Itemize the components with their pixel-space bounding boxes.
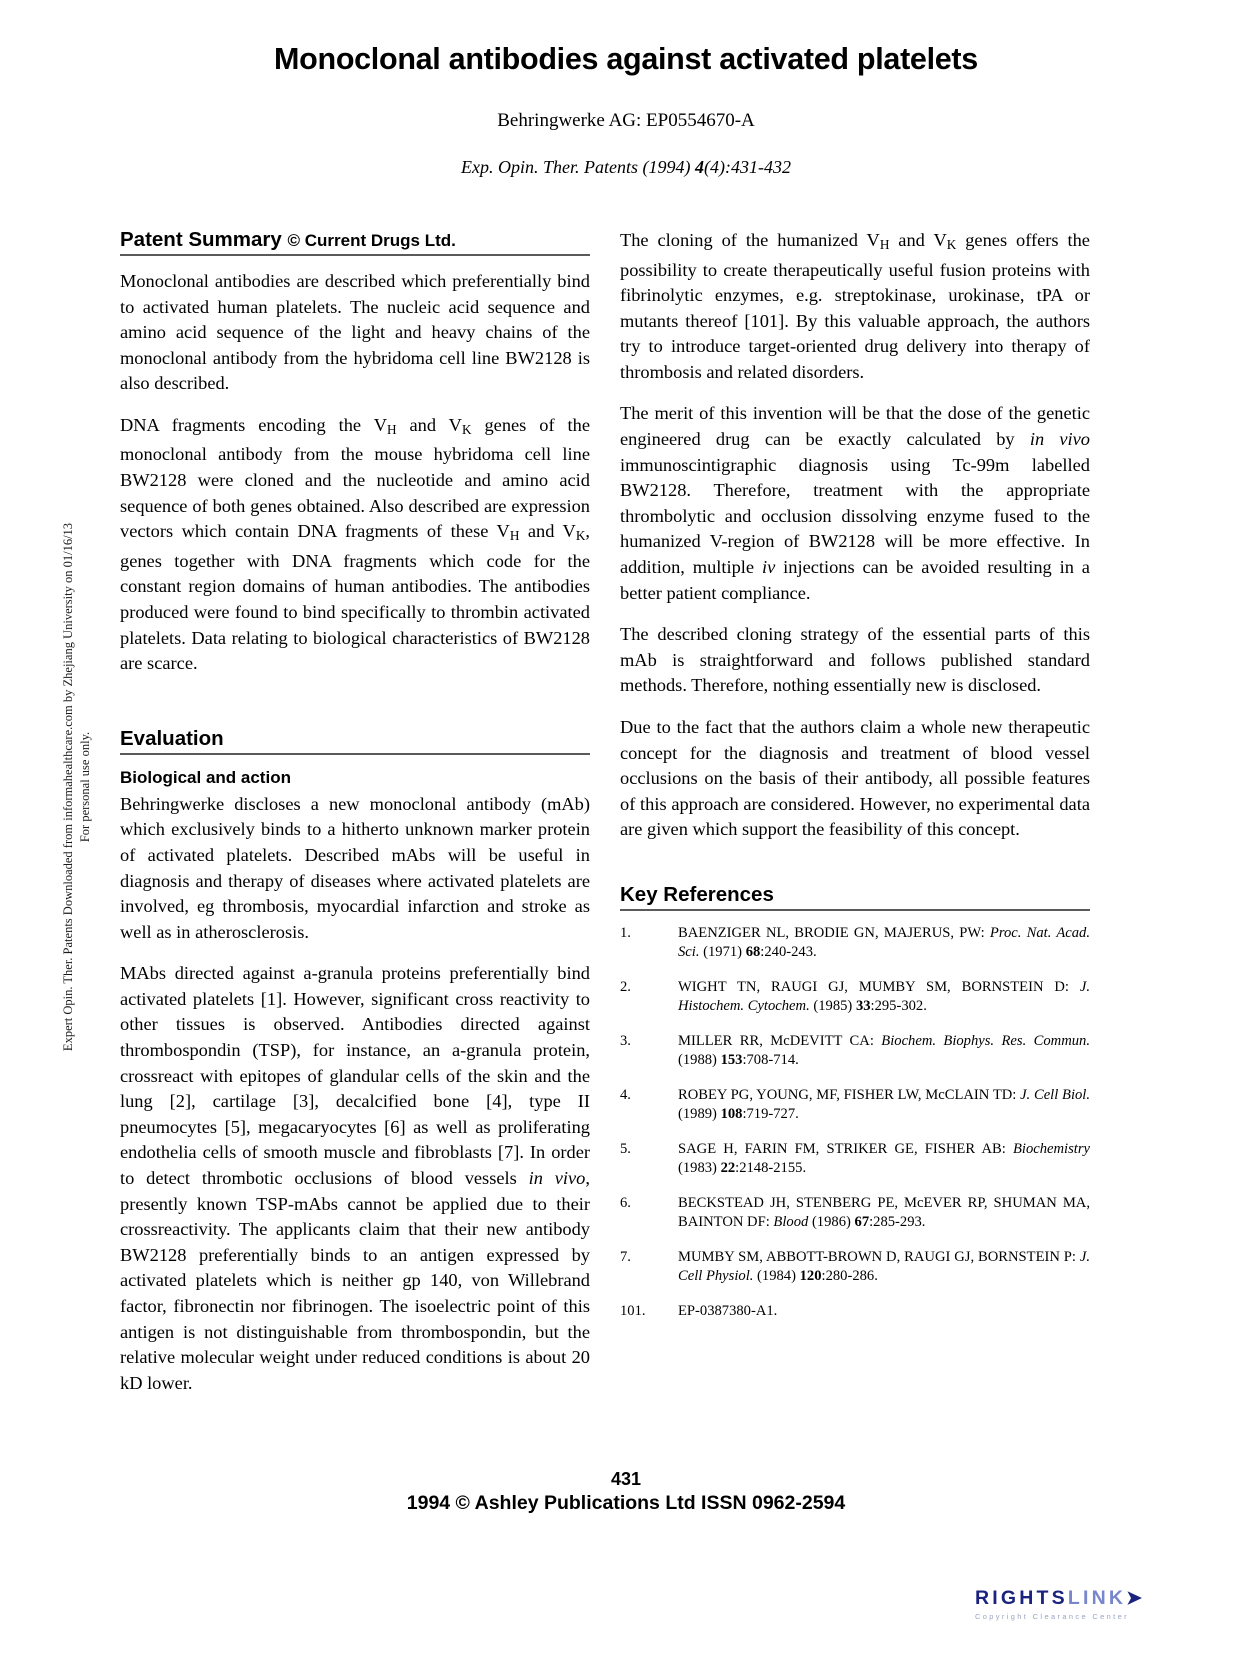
evaluation-paragraph-2 <box>120 961 590 1396</box>
text-run: genes of the monoclonal antibody from the mouse hybridoma cell line BW2128 were cloned and the nucleotide and amino acid sequence of both genes obtained. Also described are expression vectors which contain DNA fragments of these V <box>120 414 591 542</box>
reference-list <box>620 924 1090 1322</box>
subscript-h: H <box>879 236 890 252</box>
reference-journal: J. Cell Biol. <box>1020 1086 1090 1103</box>
section-spacer <box>120 693 590 727</box>
reference-number: 5. <box>620 1140 631 1157</box>
left-column <box>120 228 590 1396</box>
key-references-section <box>620 883 1090 1322</box>
reference-journal: J. Histochem. Cytochem. <box>678 978 1090 1015</box>
reference-item <box>620 1248 1090 1287</box>
reference-volume: 33 <box>855 998 871 1015</box>
right-paragraph-4: Due to the fact that the authors claim a whole new therapeutic concept for the diagnosis and treatment of blood vessel occlusions on the basis of their antibody, all possible features of this approach are considered. However, no experimental data are given which support the feasibility of this concept. <box>620 717 1090 840</box>
reference-authors: BECKSTEAD JH, STENBERG PE, McEVER RP, SHUMAN MA, BAINTON DF: <box>678 1194 1090 1231</box>
reference-volume: 153 <box>720 1052 743 1069</box>
reference-pages: :240-243. <box>760 944 817 961</box>
reference-volume: 120 <box>799 1268 822 1285</box>
text-run: and V <box>889 230 947 250</box>
reference-volume: 68 <box>745 944 761 961</box>
reference-year: (1986) <box>808 1214 855 1231</box>
text-run: DNA fragments encoding the V <box>120 414 387 435</box>
journal-citation <box>0 157 1252 178</box>
rightslink-tagline: Copyright Clearance Center <box>975 1612 1130 1621</box>
citation-prefix: Exp. Opin. Ther. Patents (1994) <box>461 157 695 177</box>
rightslink-text-dark: RIGHTS <box>975 1587 1068 1609</box>
reference-volume: 108 <box>720 1106 743 1123</box>
patent-summary-heading-main: Patent Summary <box>120 228 282 251</box>
right-paragraph-3: The described cloning strategy of the essential parts of this mAb is straightforward and follows published standard methods. Therefore, nothing essentially new is disclosed. <box>620 624 1090 696</box>
reference-authors: MILLER RR, McDEVITT CA: <box>678 1032 882 1049</box>
rightslink-wordmark <box>975 1588 1190 1609</box>
reference-number: 4. <box>620 1086 631 1103</box>
page-number: 431 <box>610 1469 642 1489</box>
evaluation-heading: Evaluation <box>120 726 224 750</box>
reference-pages: :280-286. <box>821 1268 878 1285</box>
reference-volume: 22 <box>720 1160 736 1177</box>
text-run: injections can be avoided resulting in a better patient compliance. <box>620 557 1090 603</box>
reference-authors: MUMBY SM, ABBOTT-BROWN D, RAUGI GJ, BORNSTEIN P: <box>678 1248 1080 1265</box>
italic-in-vivo: in vivo <box>528 1168 586 1189</box>
right-column <box>620 228 1090 1336</box>
reference-number: 6. <box>620 1194 631 1211</box>
reference-number: 7. <box>620 1248 631 1265</box>
right-paragraph-2 <box>620 401 1090 606</box>
reference-journal: Biochem. Biophys. Res. Commun. <box>881 1032 1090 1049</box>
text-run: MAbs directed against a-granula proteins preferentially bind activated platelets [1]. However, significant cross reactivity to other tissues is observed. Antibodies directed against thrombospondin (TSP), for instance, an a-granula protein, crossreact with epitopes of glandular cells of the skin and the lung [2], cartilage [3], decalcified bone [4], type II pneumocytes [5], megacaryocytes [6] as well as proliferating endothelia cells of smooth muscle and fibroblasts [7]. In order to detect thrombotic occlusions of blood vessels <box>120 963 590 1189</box>
reference-item <box>620 924 1090 963</box>
watermark-line-1: Expert Opin. Ther. Patents Downloaded from informahealthcare.com by Zhejiang University on 01/16/13 <box>61 522 75 1052</box>
reference-pages: :295-302. <box>870 998 927 1015</box>
text-run: and V <box>519 521 576 542</box>
reference-item <box>620 1302 1090 1322</box>
reference-year: (1988) <box>678 1052 721 1069</box>
reference-year: (1983) <box>678 1160 721 1177</box>
heading-divider <box>120 254 590 256</box>
reference-pages: :708-714. <box>742 1052 799 1069</box>
reference-volume: 67 <box>854 1214 870 1231</box>
reference-item <box>620 1194 1090 1233</box>
subscript-k: K <box>461 421 472 437</box>
reference-pages: :285-293. <box>869 1214 926 1231</box>
reference-authors: SAGE H, FARIN FM, STRIKER GE, FISHER AB: <box>678 1140 1013 1157</box>
rightslink-text-light: LINK <box>1067 1587 1127 1609</box>
subscript-k: K <box>946 236 957 252</box>
reference-pages: :719-727. <box>742 1106 799 1123</box>
reference-year: (1984) <box>753 1268 800 1285</box>
patent-summary-copyright: © Current Drugs Ltd. <box>287 231 456 250</box>
patent-summary-heading <box>120 228 590 252</box>
italic-iv: iv <box>761 557 776 578</box>
reference-number: 1. <box>620 924 631 941</box>
evaluation-paragraph-1: Behringwerke discloses a new monoclonal antibody (mAb) which exclusively binds to a hitherto unknown marker protein of activated platelets. Described mAbs will be useful in diagnosis and therapy of diseases where activated platelets are involved, eg thrombosis, myocardial infarction and stroke as well as in atherosclerosis. <box>120 793 590 942</box>
reference-pages: :2148-2155. <box>735 1160 807 1177</box>
text-run: genes offers the possibility to create therapeutically useful fusion proteins with fibrinolytic enzymes, e.g. streptokinase, urokinase, tPA or mutants thereof [101]. By this valuable approach, the authors try to introduce target-oriented drug delivery into therapy of thrombosis and related disorders. <box>620 230 1090 382</box>
reference-number: 3. <box>620 1032 631 1049</box>
reference-authors: WIGHT TN, RAUGI GJ, MUMBY SM, BORNSTEIN D: <box>678 978 1080 995</box>
biological-and-action-subheading: Biological and action <box>120 767 291 787</box>
reference-year: (1971) <box>699 944 746 961</box>
reference-item <box>620 978 1090 1017</box>
reference-authors: BAENZIGER NL, BRODIE GN, MAJERUS, PW: <box>678 924 990 941</box>
subscript-h: H <box>509 528 520 544</box>
heading-divider <box>620 909 1090 911</box>
subscript-k: K <box>575 528 586 544</box>
citation-suffix: (4):431-432 <box>704 157 791 177</box>
watermark-line-2: For personal use only. <box>78 731 92 843</box>
summary-paragraph-1: Monoclonal antibodies are described which preferentially bind to activated human platelets. The nucleic acid sequence and amino acid sequence of the light and heavy chains of the monoclonal antibody from the hybridoma cell line BW2128 is also described. <box>120 271 590 394</box>
italic-in-vivo: in vivo <box>1029 429 1090 450</box>
heading-divider <box>120 753 590 755</box>
assignee-patent-number: Behringwerke AG: EP0554670-A <box>497 110 755 131</box>
rightslink-logo[interactable] <box>975 1588 1190 1628</box>
reference-number: 101. <box>620 1302 646 1319</box>
reference-journal: Blood <box>773 1214 809 1231</box>
text-run: and V <box>396 414 462 435</box>
reference-journal: Biochemistry <box>1012 1140 1090 1157</box>
text-run: The merit of this invention will be that the dose of the genetic engineered drug can be exactly calculated by <box>620 403 1090 450</box>
reference-year: (1985) <box>809 998 856 1015</box>
download-watermark <box>60 467 94 1107</box>
reference-year: (1989) <box>678 1106 721 1123</box>
text-run: , genes together with DNA fragments which code for the constant region domains of human antibodies. The antibodies produced were found to bind specifically to thrombin activated platelets. Data relating to biological characteristics of BW2128 are scarce. <box>120 521 590 674</box>
text-run: immunoscintigraphic diagnosis using Tc-99m labelled BW2128. Therefore, treatment with the appropriate thrombolytic and occlusion dissolving enzyme fused to the humanized V-region of BW2128 will be more effective. In addition, multiple <box>620 454 1090 578</box>
publisher-imprint: 1994 © Ashley Publications Ltd ISSN 0962-2594 <box>406 1492 846 1514</box>
text-run: , presently known TSP-mAbs cannot be applied due to their crossreactivity. The applicants claim that their new antibody BW2128 preferentially binds to an antigen expressed by activated platelets which is neither gp 140, von Willebrand factor, fibronectin nor fibrinogen. The isoelectric point of this antigen is not distinguishable from thrombospondin, but the relative molecular weight under reduced conditions is about 20 kD lower. <box>120 1168 590 1393</box>
text-run: The cloning of the humanized V <box>620 230 880 250</box>
reference-journal: J. Cell Physiol. <box>678 1248 1090 1285</box>
reference-item <box>620 1140 1090 1179</box>
citation-volume: 4 <box>695 157 704 177</box>
subscript-h: H <box>386 421 397 437</box>
reference-authors: ROBEY PG, YOUNG, MF, FISHER LW, McCLAIN TD: <box>678 1086 1021 1103</box>
reference-item <box>620 1086 1090 1125</box>
right-paragraph-1 <box>620 228 1090 385</box>
reference-journal: Proc. Nat. Acad. Sci. <box>678 924 1090 961</box>
page-footer <box>0 1468 1252 1516</box>
summary-paragraph-2 <box>120 413 590 677</box>
reference-item <box>620 1032 1090 1071</box>
arrow-right-icon: ➤ <box>1126 1588 1143 1609</box>
reference-number: 2. <box>620 978 631 995</box>
reference-authors: EP-0387380-A1. <box>678 1302 778 1319</box>
key-references-heading: Key References <box>620 882 774 906</box>
page-title: Monoclonal antibodies against activated platelets <box>274 42 978 76</box>
